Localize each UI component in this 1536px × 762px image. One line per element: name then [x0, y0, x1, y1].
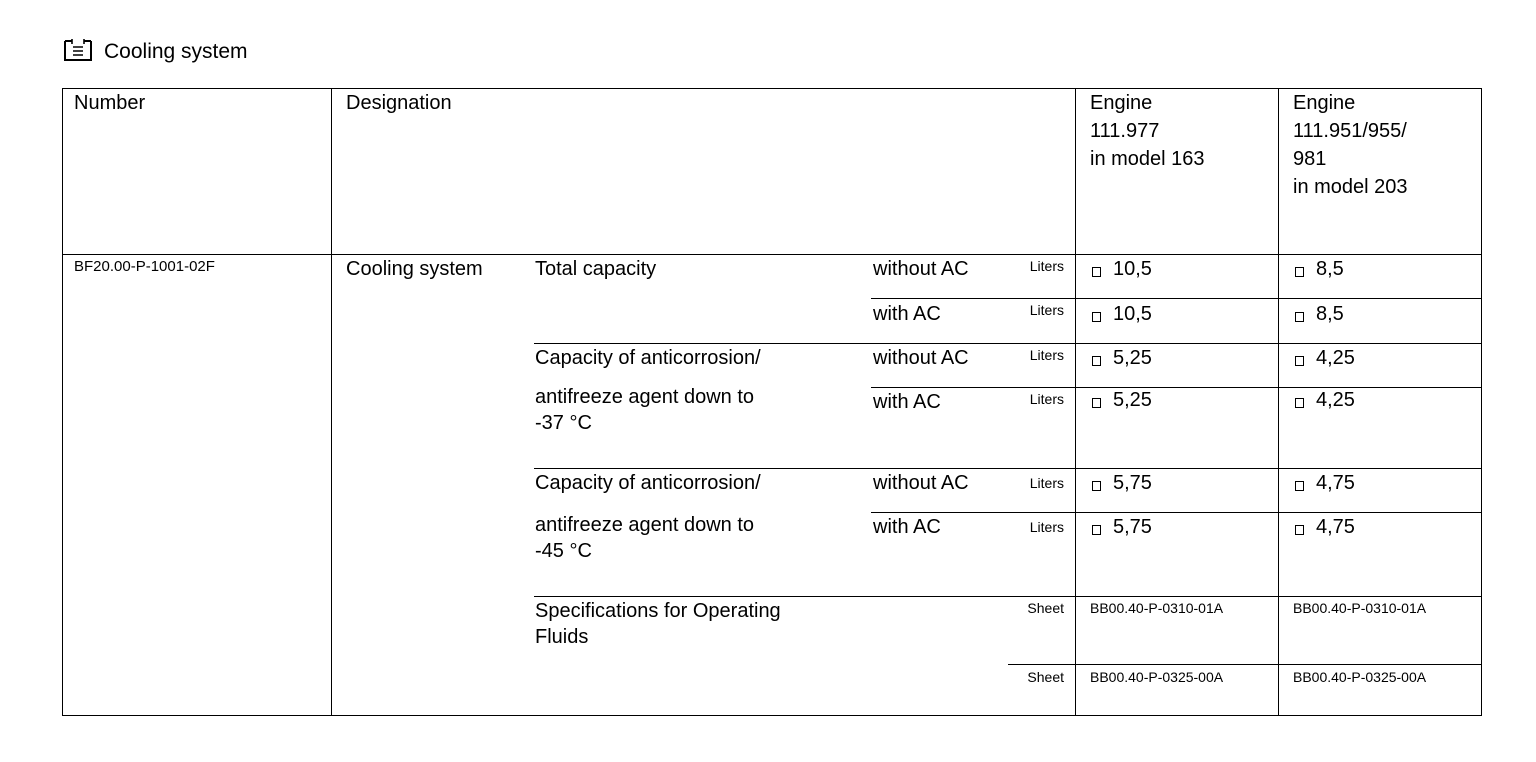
engine1-value: 5,75: [1092, 516, 1152, 539]
item-label: antifreeze agent down to -37 °C: [535, 386, 755, 434]
item-label: Total capacity: [535, 258, 657, 280]
header-designation: Designation: [346, 92, 452, 114]
checkbox-icon: [1295, 267, 1304, 277]
section-title: Cooling system: [104, 40, 248, 63]
unit-label: Sheet: [1027, 669, 1064, 685]
engine2-sheet-ref: BB00.40-P-0325-00A: [1293, 669, 1427, 685]
engine2-value: 8,5: [1295, 303, 1344, 326]
header-number: Number: [74, 92, 146, 114]
condition-label: without AC: [873, 258, 969, 280]
checkbox-icon: [1092, 398, 1101, 408]
unit-label: Sheet: [1027, 600, 1064, 616]
manual-icon: [63, 38, 93, 62]
condition-label: without AC: [873, 472, 969, 494]
engine1-value: 5,25: [1092, 347, 1152, 370]
checkbox-icon: [1092, 312, 1101, 322]
item-label: antifreeze agent down to -45 °C: [535, 514, 755, 562]
document-number: BF20.00-P-1001-02F: [74, 258, 215, 275]
checkbox-icon: [1092, 267, 1101, 277]
engine2-value: 4,75: [1295, 516, 1355, 539]
checkbox-icon: [1295, 398, 1304, 408]
engine2-value: 4,25: [1295, 389, 1355, 412]
header-engine-2: Engine 111.951/955/ 981 in model 203: [1293, 92, 1408, 198]
engine1-value: 5,25: [1092, 389, 1152, 412]
checkbox-icon: [1295, 356, 1304, 366]
engine1-value: 10,5: [1092, 303, 1152, 326]
engine1-sheet-ref: BB00.40-P-0310-01A: [1090, 600, 1224, 616]
checkbox-icon: [1092, 525, 1101, 535]
unit-label: Liters: [1029, 391, 1064, 407]
engine2-value: 4,75: [1295, 472, 1355, 495]
condition-label: with AC: [873, 303, 941, 325]
checkbox-icon: [1295, 525, 1304, 535]
unit-label: Liters: [1029, 258, 1064, 274]
checkbox-icon: [1295, 312, 1304, 322]
engine1-sheet-ref: BB00.40-P-0325-00A: [1090, 669, 1224, 685]
engine1-value: 5,75: [1092, 472, 1152, 495]
checkbox-icon: [1295, 481, 1304, 491]
engine1-value: 10,5: [1092, 258, 1152, 281]
condition-label: with AC: [873, 391, 941, 413]
engine2-value: 4,25: [1295, 347, 1355, 370]
unit-label: Liters: [1029, 302, 1064, 318]
condition-label: without AC: [873, 347, 969, 369]
engine2-value: 8,5: [1295, 258, 1344, 281]
item-label: Capacity of anticorrosion/: [535, 347, 761, 369]
unit-label: Liters: [1029, 475, 1064, 491]
header-engine-1: Engine 111.977 in model 163: [1090, 92, 1205, 170]
checkbox-icon: [1092, 356, 1101, 366]
checkbox-icon: [1092, 481, 1101, 491]
condition-label: with AC: [873, 516, 941, 538]
unit-label: Liters: [1029, 519, 1064, 535]
group-label: Cooling system: [346, 258, 483, 280]
unit-label: Liters: [1029, 347, 1064, 363]
item-label: Capacity of anticorrosion/: [535, 472, 761, 494]
item-label: Specifications for Operating Fluids: [535, 600, 781, 648]
engine2-sheet-ref: BB00.40-P-0310-01A: [1293, 600, 1427, 616]
